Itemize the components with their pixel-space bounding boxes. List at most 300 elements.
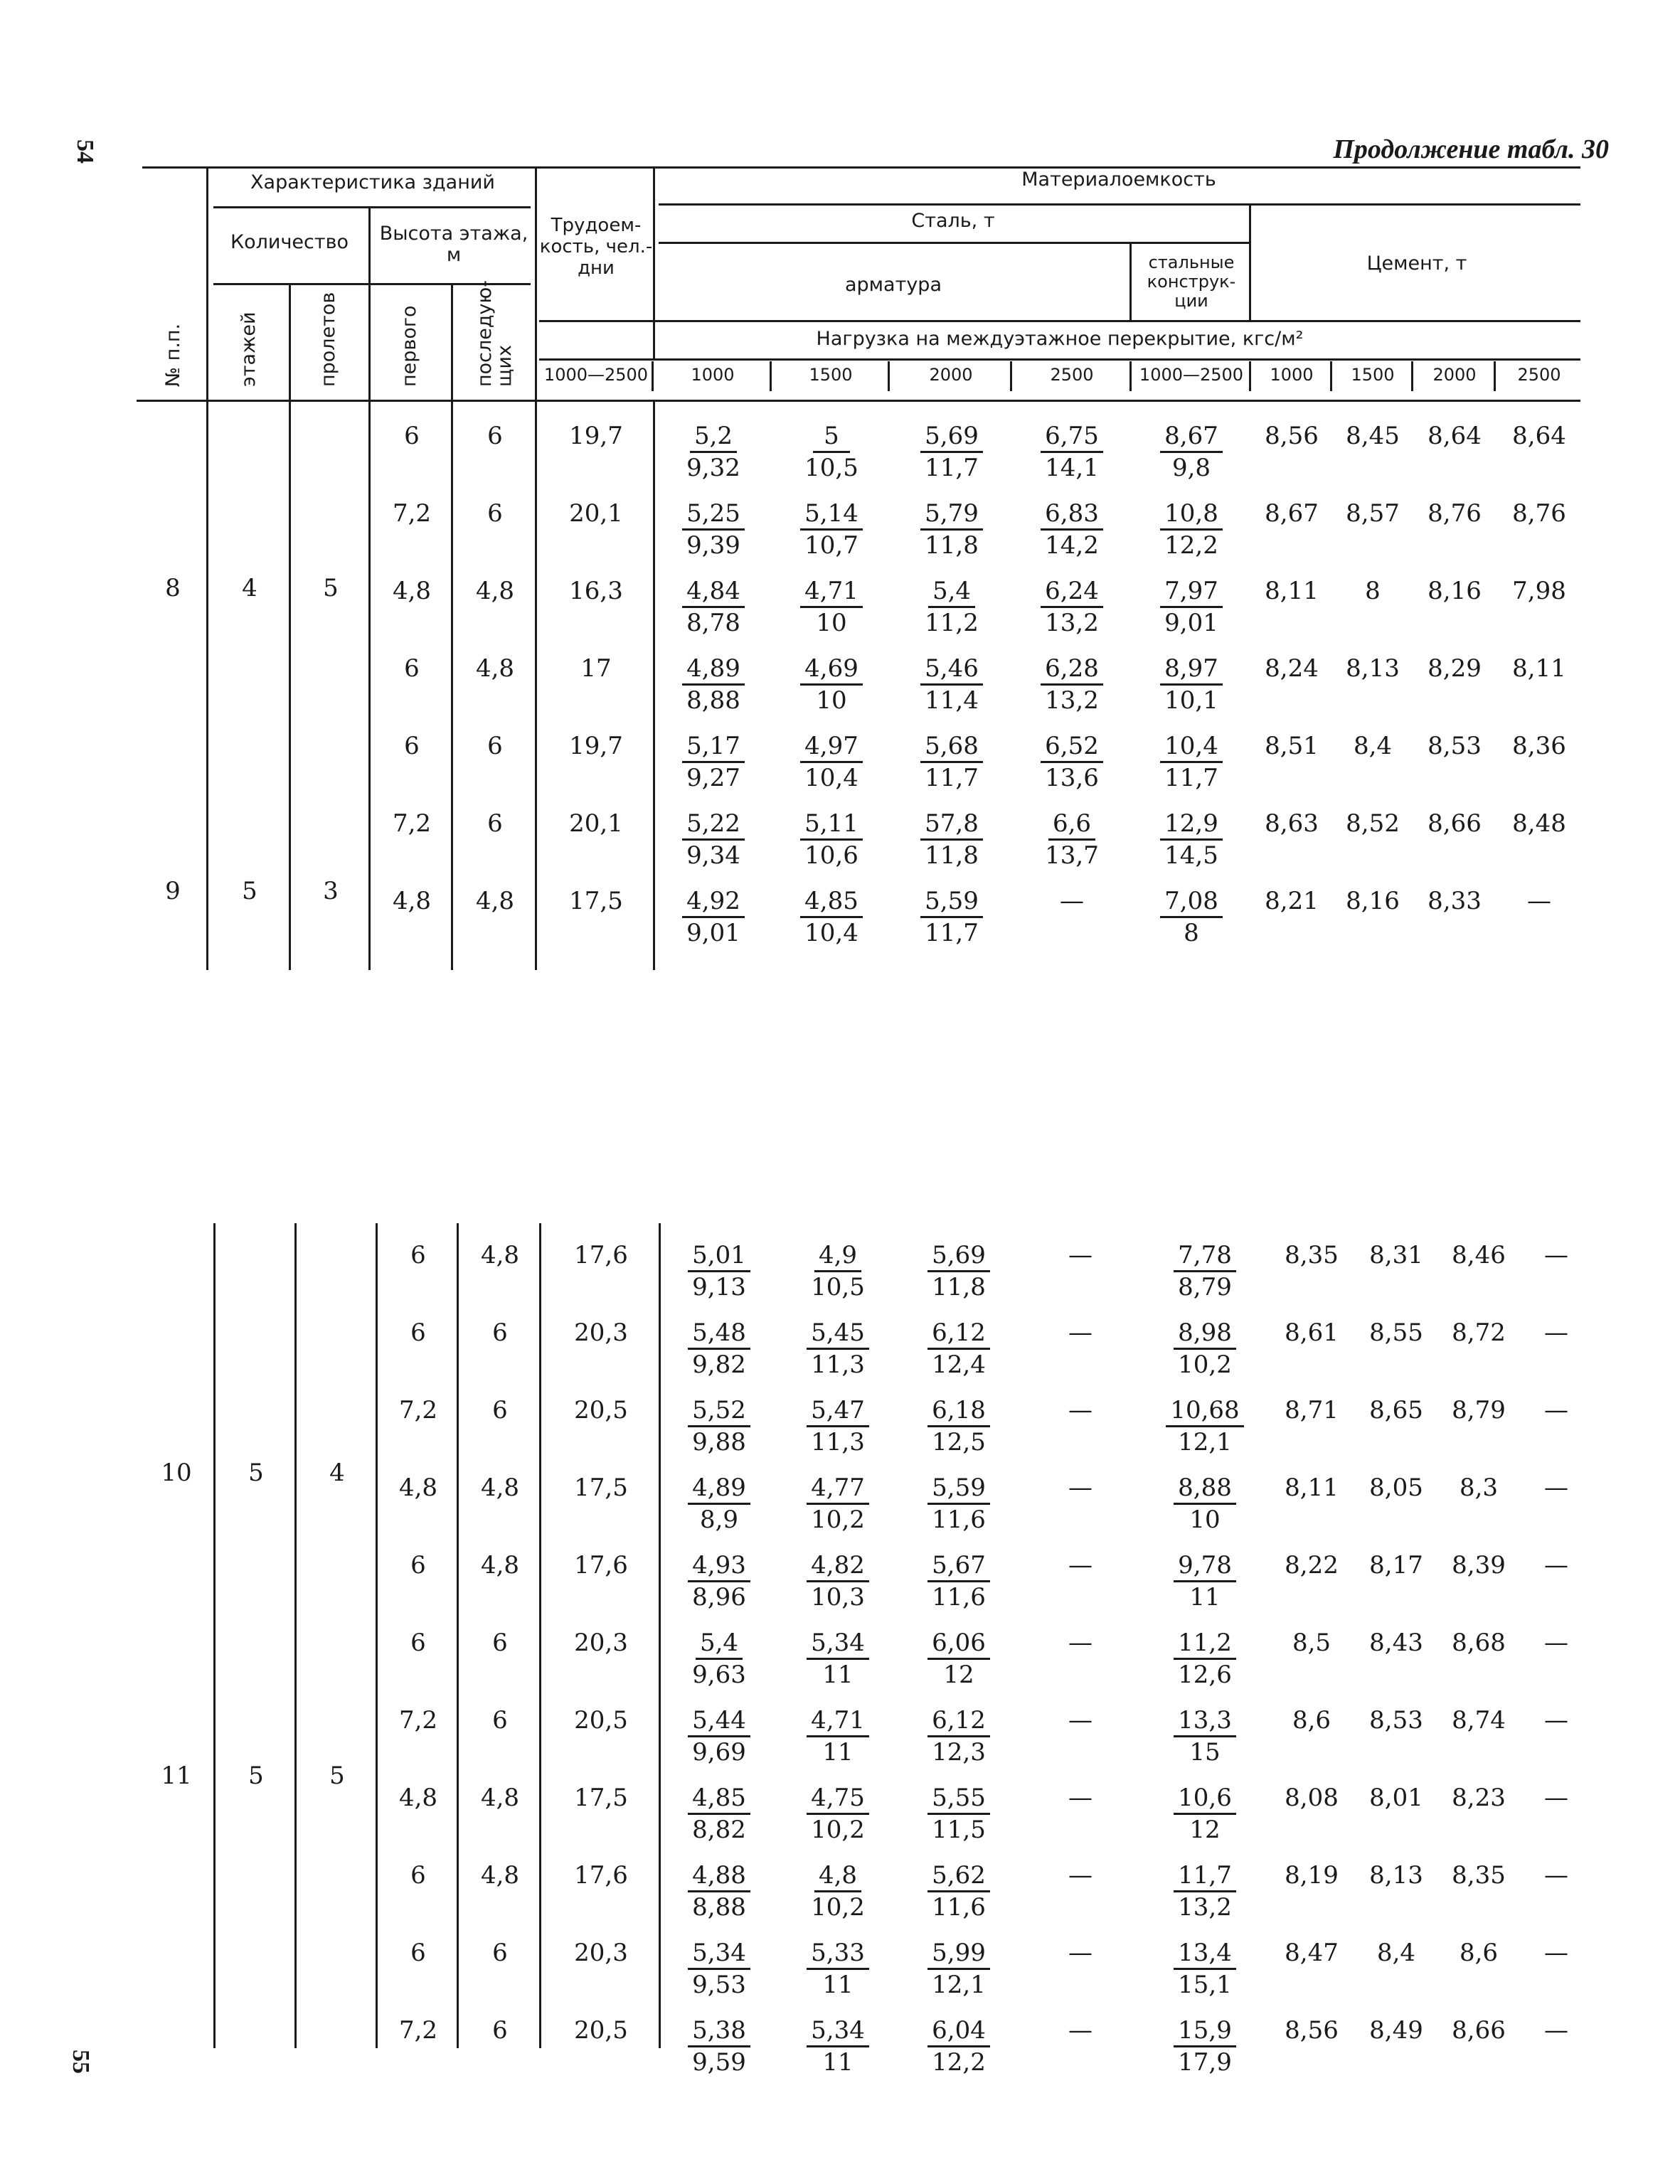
cell-c2500: — [1544,1319,1568,1347]
cell-c1500: 8,43 [1369,1629,1423,1657]
fraction-denominator: 10,5 [811,1273,865,1301]
fraction-a1500 [775,886,888,948]
fraction-denominator: 11,7 [1164,764,1218,792]
fraction-numerator: 5,22 [682,809,745,841]
cell-labor: 17,6 [574,1861,628,1890]
fraction-denominator: 12,6 [1178,1661,1232,1689]
fraction-a1500 [781,2015,895,2077]
cell-a2500: — [1068,1706,1092,1735]
cell-c2000: 8,23 [1452,1784,1506,1812]
cell-c2500: 8,48 [1512,809,1566,838]
cell-h2: 4,8 [480,1861,520,1890]
cell-h1: 4,8 [398,1474,438,1502]
cell-h1: 4,8 [392,887,432,915]
cell-h2: 6 [492,1319,508,1347]
fraction-numerator: 5,69 [927,1240,990,1272]
spans-count: 3 [323,877,339,905]
load-vline-3 [888,361,890,391]
spans-count: 5 [329,1762,345,1790]
cell-h2: 6 [487,499,503,528]
header-materials: Материалоемкость [1021,169,1216,191]
load-value-sk: 1000—2500 [1139,365,1244,385]
fraction-denominator: 9,39 [686,531,740,560]
row-number: 11 [161,1762,192,1790]
fraction-a1500 [781,1783,895,1845]
fraction-sk [1144,1705,1266,1767]
fraction-numerator: 4,84 [682,576,745,608]
fraction-numerator: 5,79 [920,499,983,531]
fraction-numerator: 13,4 [1174,1938,1236,1970]
fraction-numerator: 4,71 [807,1705,869,1737]
fraction-a2500 [1014,809,1129,870]
fraction-a1000 [657,731,770,793]
page-number-top: 54 [72,139,98,164]
fraction-denominator: 12,2 [1164,531,1218,560]
fraction-a1500 [781,1705,895,1767]
fraction-numerator: 6,06 [927,1628,990,1660]
row-number: 10 [161,1459,192,1487]
cell-c2000: 8,46 [1452,1241,1506,1269]
fraction-a2000 [900,1240,1017,1302]
bottom-body-vline-3 [376,1223,378,2048]
spans-count: 4 [329,1459,345,1487]
fraction-numerator: 4,92 [682,886,745,918]
fraction-sk [1134,731,1249,793]
header-height: Высота этажа, м [379,223,528,266]
load-vline-9 [1494,361,1496,391]
cell-c1000: 8,71 [1285,1396,1339,1424]
fraction-numerator: 7,08 [1160,886,1223,918]
fraction-denominator: 8,88 [692,1893,746,1922]
cell-c1000: 8,47 [1285,1939,1339,1967]
cell-c1500: 8,53 [1369,1706,1423,1735]
fraction-numerator: 5,11 [800,809,863,841]
cell-a2500: — [1068,1629,1092,1657]
fraction-a1500 [775,421,888,483]
cell-h2: 6 [492,1629,508,1657]
fraction-numerator: 4,82 [807,1550,869,1582]
fraction-denominator: 11,7 [925,764,979,792]
cell-labor: 20,3 [574,1939,628,1967]
cell-c1500: 8,45 [1346,422,1400,450]
fraction-numerator: 4,93 [688,1550,750,1582]
fraction-numerator: 57,8 [920,809,983,841]
fraction-denominator: 12,2 [932,2048,986,2077]
header-rule-subheads [539,320,1580,322]
cell-c1000: 8,5 [1292,1629,1331,1657]
fraction-denominator: 14,2 [1045,531,1099,560]
cell-c2000: 8,66 [1452,2016,1506,2045]
cell-a2500: — [1068,1551,1092,1580]
cell-c1000: 8,63 [1265,809,1319,838]
header-vline-5 [535,168,537,400]
fraction-a1000 [663,1473,775,1535]
fraction-a1000 [663,1318,775,1380]
header-vline-8 [1249,205,1251,320]
fraction-a1000 [657,809,770,870]
cell-h1: 6 [410,1319,426,1347]
cell-c1500: 8,13 [1369,1861,1423,1890]
fraction-sk [1144,1550,1266,1612]
load-value-c2000: 2000 [1432,365,1477,385]
fraction-numerator: 4,9 [814,1240,861,1272]
fraction-denominator: 11 [822,1661,854,1689]
cell-h2: 4,8 [480,1241,520,1269]
cell-c2000: 8,3 [1459,1474,1499,1502]
cell-h1: 6 [410,1939,426,1967]
fraction-numerator: 6,83 [1041,499,1103,531]
fraction-numerator: 4,69 [800,654,863,686]
fraction-denominator: 8,88 [686,686,740,715]
fraction-sk [1144,1938,1266,2000]
fraction-denominator: 11 [822,1738,854,1767]
fraction-numerator: 13,3 [1174,1705,1236,1737]
floors-count: 5 [248,1762,264,1790]
fraction-a2000 [893,809,1010,870]
page-number-bottom: 55 [68,2050,94,2074]
fraction-numerator: 5,68 [920,731,983,763]
fraction-numerator: 4,85 [688,1783,750,1815]
cell-c1000: 8,22 [1285,1551,1339,1580]
fraction-sk [1144,1318,1266,1380]
fraction-numerator: 5,59 [927,1473,990,1505]
cell-c2500: — [1544,1784,1568,1812]
cell-c2500: — [1544,1629,1568,1657]
cell-c1500: 8,01 [1369,1784,1423,1812]
cell-c2500: — [1544,1861,1568,1890]
fraction-denominator: 12,3 [932,1738,986,1767]
fraction-a1000 [663,1938,775,2000]
cell-labor: 20,5 [574,2016,628,2045]
load-vline-8 [1411,361,1413,391]
cell-c1000: 8,51 [1265,732,1319,760]
header-rule-load [539,358,1580,361]
fraction-denominator: 11,4 [925,686,979,715]
cell-labor: 20,3 [574,1319,628,1347]
header-top-rule [142,166,1580,169]
header-vline-4 [451,283,453,400]
fraction-denominator: 12 [943,1661,974,1689]
fraction-numerator: 10,8 [1160,499,1223,531]
fraction-denominator: 9,69 [692,1738,746,1767]
fraction-a2000 [893,421,1010,483]
fraction-denominator: 11,3 [811,1351,865,1379]
fraction-a2500 [1014,654,1129,715]
fraction-denominator: 10,4 [804,919,858,947]
fraction-a1000 [657,499,770,560]
floors-count: 5 [248,1459,264,1487]
cell-h2: 4,8 [480,1784,520,1812]
fraction-sk [1134,421,1249,483]
cell-c2000: 8,16 [1428,577,1482,605]
fraction-a2000 [893,886,1010,948]
fraction-numerator: 7,78 [1174,1240,1236,1272]
fraction-denominator: 10,2 [811,1893,865,1922]
cell-labor: 17,5 [574,1784,628,1812]
fraction-numerator: 5,34 [807,1628,869,1660]
fraction-numerator: 8,97 [1160,654,1223,686]
fraction-a2000 [893,731,1010,793]
fraction-denominator: 10,2 [811,1816,865,1844]
fraction-numerator: 4,75 [807,1783,869,1815]
cell-h2: 6 [492,2016,508,2045]
fraction-denominator: 10,3 [811,1583,865,1612]
cell-h1: 4,8 [392,577,432,605]
fraction-sk [1134,654,1249,715]
fraction-numerator: 7,97 [1160,576,1223,608]
fraction-denominator: 12,1 [932,1971,986,1999]
fraction-a2000 [900,1628,1017,1690]
header-vline-3 [368,206,371,400]
cell-c2000: 8,64 [1428,422,1482,450]
fraction-sk [1144,2015,1266,2077]
fraction-denominator: 8,78 [686,609,740,637]
row-number: 9 [165,877,181,905]
cell-c2000: 8,39 [1452,1551,1506,1580]
fraction-a1500 [775,731,888,793]
cell-c1500: 8,4 [1353,732,1393,760]
fraction-numerator: 8,98 [1174,1318,1236,1350]
cell-h2: 6 [492,1396,508,1424]
fraction-denominator: 10,7 [804,531,858,560]
fraction-numerator: 6,04 [927,2015,990,2047]
fraction-sk [1144,1240,1266,1302]
cell-labor: 20,1 [569,809,623,838]
fraction-a1000 [663,1705,775,1767]
cell-labor: 20,1 [569,499,623,528]
cell-c2500: 7,98 [1512,577,1566,605]
header-vline-7 [1129,242,1132,320]
cell-c2500: 8,36 [1512,732,1566,760]
fraction-denominator: 9,01 [686,919,740,947]
floors-count: 5 [242,877,257,905]
cell-h2: 6 [487,422,503,450]
fraction-a2000 [900,1860,1017,1922]
cell-c1500: 8,49 [1369,2016,1423,2045]
fraction-a1000 [663,1395,775,1457]
fraction-sk [1144,1860,1266,1922]
header-steel: Сталь, т [911,210,995,232]
fraction-denominator: 11,7 [925,454,979,482]
fraction-numerator: 5,44 [688,1705,750,1737]
fraction-a2000 [893,499,1010,560]
cell-c1000: 8,67 [1265,499,1319,528]
cell-c2500: — [1544,1396,1568,1424]
cell-a2500: — [1068,1474,1092,1502]
cell-h2: 6 [492,1939,508,1967]
cell-a2500: — [1068,1861,1092,1890]
fraction-a1000 [663,1860,775,1922]
cell-labor: 19,7 [569,422,623,450]
fraction-denominator: 12 [1189,1816,1221,1844]
cell-a2500: — [1060,887,1084,915]
cell-h2: 6 [487,809,503,838]
cell-c2000: 8,74 [1452,1706,1506,1735]
cell-h1: 6 [404,422,420,450]
load-value-c2500: 2500 [1517,365,1561,385]
fraction-a1000 [663,1783,775,1845]
fraction-denominator: 12,5 [932,1428,986,1456]
load-value-a1500: 1500 [809,365,853,385]
cell-c1000: 8,35 [1285,1241,1339,1269]
fraction-a1500 [781,1628,895,1690]
header-labor: Трудоем-кость, чел.-дни [539,215,653,279]
load-value-c1000: 1000 [1270,365,1314,385]
fraction-numerator: 5,4 [928,576,975,608]
load-value-a2000: 2000 [929,365,973,385]
fraction-denominator: 11 [1189,1583,1221,1612]
fraction-numerator: 8,67 [1160,421,1223,453]
fraction-a1000 [657,886,770,948]
fraction-denominator: 10,5 [804,454,858,482]
fraction-sk [1144,1628,1266,1690]
fraction-denominator: 8,82 [692,1816,746,1844]
cell-c1500: 8,57 [1346,499,1400,528]
fraction-numerator: 5,25 [682,499,745,531]
cell-labor: 20,5 [574,1396,628,1424]
fraction-a2000 [900,1938,1017,2000]
fraction-a2000 [900,1473,1017,1535]
fraction-a1500 [781,1318,895,1380]
cell-c1000: 8,19 [1285,1861,1339,1890]
header-steel-struct: стальные конструк-ции [1147,252,1236,311]
fraction-numerator: 12,9 [1160,809,1223,841]
cell-c1500: 8,65 [1369,1396,1423,1424]
fraction-a1500 [775,809,888,870]
fraction-a1000 [657,421,770,483]
load-value-labor: 1000—2500 [543,365,649,385]
fraction-numerator: 5,33 [807,1938,869,1970]
cell-c2000: 8,29 [1428,654,1482,683]
cell-c1500: 8,17 [1369,1551,1423,1580]
cell-a2500: — [1068,1241,1092,1269]
fraction-denominator: 14,1 [1045,454,1099,482]
fraction-a1000 [663,2015,775,2077]
cell-c2000: 8,35 [1452,1861,1506,1890]
fraction-numerator: 8,88 [1174,1473,1236,1505]
fraction-a2000 [900,1783,1017,1845]
cell-h2: 4,8 [480,1474,520,1502]
cell-c1000: 8,6 [1292,1706,1331,1735]
fraction-denominator: 10,6 [804,841,858,870]
cell-labor: 17,5 [569,887,623,915]
fraction-a1500 [775,576,888,638]
cell-c2000: 8,33 [1428,887,1482,915]
cell-a2500: — [1068,1319,1092,1347]
header-quantity: Количество [230,231,349,253]
fraction-a2000 [900,2015,1017,2077]
fraction-denominator: 13,6 [1045,764,1099,792]
fraction-numerator: 9,78 [1174,1550,1236,1582]
load-value-a1000: 1000 [691,365,735,385]
cell-c1000: 8,24 [1265,654,1319,683]
cell-c1000: 8,08 [1285,1784,1339,1812]
cell-c2000: 8,6 [1459,1939,1499,1967]
header-rule-steel [659,242,1249,244]
cell-c2500: 8,64 [1512,422,1566,450]
cell-c2000: 8,72 [1452,1319,1506,1347]
fraction-numerator: 5 [813,421,850,453]
fraction-numerator: 5,69 [920,421,983,453]
fraction-denominator: 13,2 [1045,686,1099,715]
fraction-numerator: 10,6 [1174,1783,1236,1815]
floors-count: 4 [242,574,257,602]
row-number: 8 [165,574,181,602]
fraction-denominator: 10 [816,609,847,637]
fraction-numerator: 5,34 [688,1938,750,1970]
cell-c2500: — [1527,887,1551,915]
fraction-numerator: 5,48 [688,1318,750,1350]
fraction-a2000 [893,576,1010,638]
fraction-a1500 [781,1473,895,1535]
cell-h1: 6 [410,1629,426,1657]
cell-h1: 7,2 [398,2016,438,2045]
fraction-a1500 [781,1395,895,1457]
cell-h2: 4,8 [475,654,515,683]
fraction-denominator: 13,2 [1178,1893,1232,1922]
fraction-denominator: 11,2 [925,609,979,637]
header-floors: этажей [238,311,260,387]
fraction-denominator: 15 [1189,1738,1221,1767]
header-cement: Цемент, т [1366,252,1467,275]
cell-a2500: — [1068,1939,1092,1967]
fraction-numerator: 5,99 [927,1938,990,1970]
fraction-denominator: 11,5 [932,1816,986,1844]
fraction-numerator: 5,01 [688,1240,750,1272]
bottom-body-vline-2 [294,1223,297,2048]
cell-labor: 19,7 [569,732,623,760]
fraction-denominator: 11,6 [932,1583,986,1612]
cell-h1: 7,2 [392,809,432,838]
header-vline-1 [206,168,208,400]
header-rebar: арматура [845,274,942,296]
cell-c2000: 8,79 [1452,1396,1506,1424]
cell-c2000: 8,66 [1428,809,1482,838]
cell-c2500: 8,76 [1512,499,1566,528]
fraction-denominator: 10 [816,686,847,715]
cell-a2500: — [1068,2016,1092,2045]
cell-h1: 6 [410,1861,426,1890]
cell-c1000: 8,56 [1285,2016,1339,2045]
cell-c2000: 8,53 [1428,732,1482,760]
cell-labor: 20,5 [574,1706,628,1735]
fraction-denominator: 9,27 [686,764,740,792]
cell-h1: 6 [410,1241,426,1269]
fraction-numerator: 6,52 [1041,731,1103,763]
cell-c2500: — [1544,1939,1568,1967]
fraction-denominator: 11,3 [811,1428,865,1456]
cell-labor: 20,3 [574,1629,628,1657]
top-body-vline-6 [653,401,655,970]
header-spans: пролетов [317,292,339,387]
fraction-numerator: 5,4 [696,1628,743,1660]
fraction-numerator: 5,59 [920,886,983,918]
top-body-vline-3 [368,401,371,970]
cell-c2000: 8,68 [1452,1629,1506,1657]
fraction-denominator: 9,8 [1171,454,1211,482]
header-buildings: Характеристика зданий [250,171,495,193]
fraction-numerator: 5,46 [920,654,983,686]
fraction-numerator: 6,12 [927,1705,990,1737]
fraction-denominator: 8,96 [692,1583,746,1612]
top-body-vline-2 [289,401,291,970]
cell-c2000: 8,76 [1428,499,1482,528]
fraction-numerator: 5,55 [927,1783,990,1815]
fraction-numerator: 6,75 [1041,421,1103,453]
cell-labor: 17,6 [574,1551,628,1580]
load-vline-4 [1010,361,1012,391]
fraction-numerator: 11,7 [1174,1860,1236,1892]
